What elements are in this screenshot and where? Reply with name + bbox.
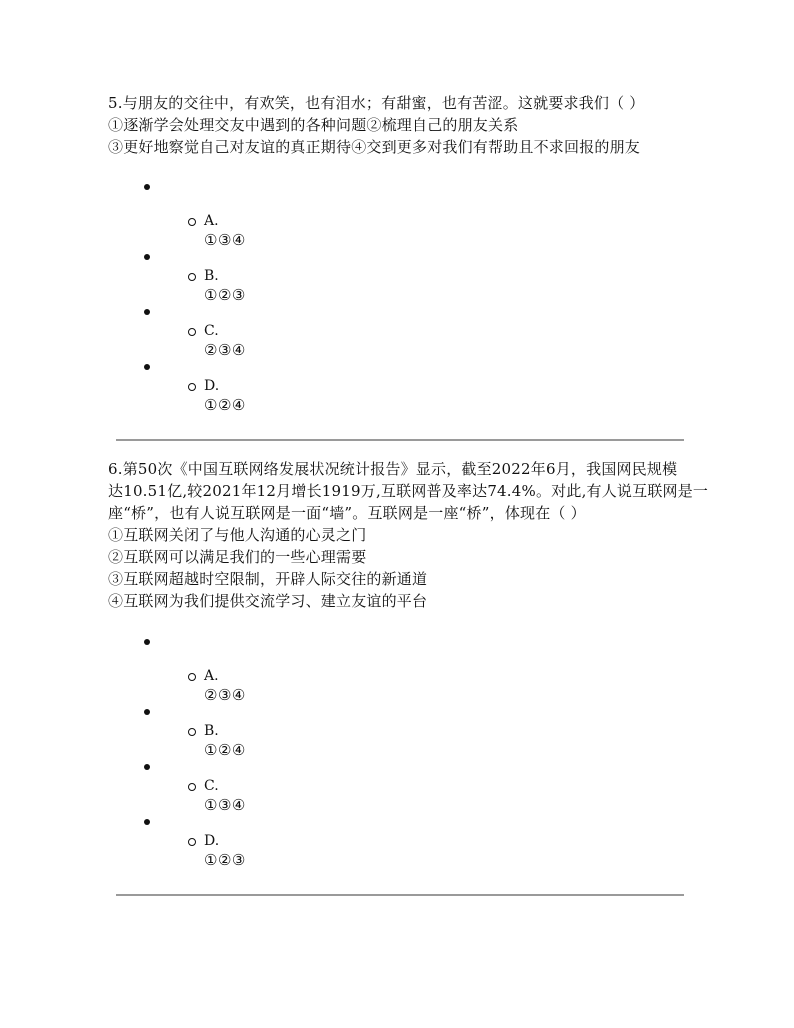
radio-circle-icon — [188, 838, 196, 846]
question-6-stem: 座“桥”，也有人说互联网是一面“墙”。互联网是一座“桥”，体现在（ ） — [108, 504, 586, 522]
question-5 — [108, 92, 688, 158]
list-bullet — [144, 709, 150, 715]
question-6 — [108, 458, 709, 612]
option-answer: ①②③ — [204, 851, 246, 869]
radio-circle-icon — [188, 728, 196, 736]
list-bullet — [144, 819, 150, 825]
question-5-stem: 5.与朋友的交往中，有欢笑，也有泪水；有甜蜜，也有苦涩。这就要求我们（ ） — [108, 94, 645, 112]
question-6-stem: 达10.51亿,较2021年12月增长1919万,互联网普及率达74.4%。对此,有人说互联网是一 — [108, 482, 709, 500]
option-letter: D. — [204, 378, 220, 394]
list-bullet — [144, 639, 150, 645]
radio-circle-icon — [188, 783, 196, 791]
question-6-stem: 6.第50次《中国互联网络发展状况统计报告》显示，截至2022年6月，我国网民规模 — [108, 460, 678, 478]
radio-circle-icon — [188, 218, 196, 226]
radio-circle-icon — [188, 328, 196, 336]
question-5-statement-line: ③更好地察觉自己对友谊的真正期待④交到更多对我们有帮助且不求回报的朋友 — [108, 138, 641, 156]
question-6-statement-line: ③互联网超越时空限制，开辟人际交往的新通道 — [108, 570, 428, 588]
option-letter: A. — [204, 668, 219, 684]
option-answer: ①③④ — [204, 231, 246, 249]
question-divider — [116, 439, 684, 441]
radio-circle-icon — [188, 383, 196, 391]
option-letter: D. — [204, 833, 220, 849]
question-6-statement-line: ④互联网为我们提供交流学习、建立友谊的平台 — [108, 592, 428, 610]
option-letter: A. — [204, 213, 219, 229]
option-answer: ②③④ — [204, 341, 246, 359]
radio-circle-icon — [188, 273, 196, 281]
question-6-statement-line: ①互联网关闭了与他人沟通的心灵之门 — [108, 526, 367, 544]
question-divider — [116, 894, 684, 896]
list-bullet — [144, 364, 150, 370]
question-6-statement-line: ②互联网可以满足我们的一些心理需要 — [108, 548, 367, 566]
option-letter: B. — [204, 723, 219, 739]
option-letter: B. — [204, 268, 219, 284]
option-letter: C. — [204, 323, 219, 339]
option-letter: C. — [204, 778, 219, 794]
option-answer: ①③④ — [204, 796, 246, 814]
option-answer: ①②④ — [204, 396, 246, 414]
option-answer: ①②③ — [204, 286, 246, 304]
radio-circle-icon — [188, 673, 196, 681]
list-bullet — [144, 309, 150, 315]
list-bullet — [144, 254, 150, 260]
question-5-statement-line: ①逐渐学会处理交友中遇到的各种问题②梳理自己的朋友关系 — [108, 116, 519, 134]
option-answer: ①②④ — [204, 741, 246, 759]
option-answer: ②③④ — [204, 686, 246, 704]
list-bullet — [144, 764, 150, 770]
list-bullet — [144, 184, 150, 190]
